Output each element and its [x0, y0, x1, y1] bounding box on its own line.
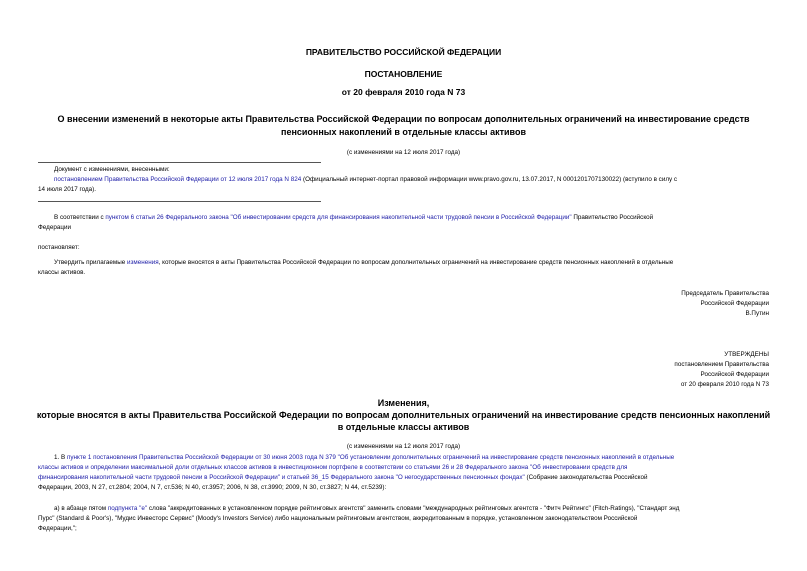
approved-by: постановлением Правительства [674, 361, 769, 368]
item-a-end: слова "аккредитованных в установленном порядке рейтинговых агентств" заменить словами "международных рейтинговых агентств - "Фитч Рейтингс" (Fitch-Ratings), "Стандарт энд [147, 505, 680, 512]
revision-note: (с изменениями на 12 июля 2017 года) [346, 149, 461, 156]
divider-top [38, 162, 321, 163]
approve-line2: классы активов. [38, 269, 86, 276]
preamble-line1 [54, 213, 653, 223]
item-a-start: а) в абзаце пятом [54, 505, 108, 512]
law-article-link[interactable]: пунктом 6 статьи 26 Федерального закона "Об инвестировании средств для финансирования накопительной части трудовой пенсии в Российской Федерации" [105, 214, 572, 221]
signature-name: В.Путин [745, 310, 769, 317]
annex-revision-note: (с изменениями на 12 июля 2017 года) [346, 443, 461, 450]
item-a-line3: Федерации,"; [38, 525, 77, 532]
approved-country: Российской Федерации [700, 371, 769, 378]
annex-title-line2: которые вносятся в акты Правительства Российской Федерации по вопросам дополнительных ограничений на инвестирование средств пенсионных накоплений [36, 410, 771, 420]
doc-type-heading: ПОСТАНОВЛЕНИЕ [364, 69, 443, 79]
annex-title-line1: Изменения, [377, 398, 430, 408]
item-a-line1 [54, 504, 679, 514]
approved-date: от 20 февраля 2010 года N 73 [680, 381, 769, 388]
document-title-line1: О внесении изменений в некоторые акты Правительства Российской Федерации по вопросам дополнительных ограничений на инвестирование средств [57, 114, 750, 124]
amending-decree-link[interactable]: постановлением Правительства Российской Федерации от 12 июля 2017 года N 824 [54, 176, 302, 183]
government-heading: ПРАВИТЕЛЬСТВО РОССИЙСКОЙ ФЕДЕРАЦИИ [305, 47, 502, 57]
preamble-end: Правительство Российской [571, 214, 654, 221]
subparagraph-e-link[interactable]: подпункта "e" [107, 505, 148, 512]
annex-title-line3: в отдельные классы активов [337, 422, 470, 432]
changes-line [54, 175, 769, 185]
decree-379-link-cont[interactable]: классы активов и определении максимальной доли отдельных классов активов в инвестиционном портфеле в соответствии со статьями 26 и 28 Федерального закона "Об инвестировании средств для [38, 464, 628, 471]
item1-line4: Федерации, 2003, N 27, ст.2804; 2004, N 7, ст.536; N 40, ст.3957; 2006, N 38, ст.3990; 2009, N 30, ст.3827; N 44, ст.5239): [38, 484, 387, 491]
approve-start: Утвердить прилагаемые [54, 259, 127, 266]
document-title-line2: пенсионных накоплений в отдельные классы активов [281, 127, 526, 137]
item1-end: (Собрание законодательства Российской [524, 474, 648, 481]
item1-line3 [38, 473, 647, 483]
approve-line1 [54, 258, 673, 268]
decree-379-link[interactable]: пункте 1 постановления Правительства Российской Федерации от 30 июня 2003 года N 379 "Об установлении дополнительных ограничений на инвестирование средств пенсионных накоплений в отдельные [66, 454, 675, 461]
resolves-text: постановляет: [38, 244, 80, 251]
approved-stamp: УТВЕРЖДЕНЫ [724, 351, 769, 358]
item1-start: 1. В [54, 454, 67, 461]
item1-line2 [38, 463, 627, 473]
preamble-start: В соответствии с [54, 214, 106, 221]
changes-intro: Документ с изменениями, внесенными: [54, 166, 170, 173]
signature-title: Председатель Правительства [681, 290, 769, 297]
preamble-line2: Федерации [38, 224, 71, 231]
date-number-heading: от 20 февраля 2010 года N 73 [341, 87, 466, 97]
item1-line1 [54, 453, 674, 463]
item-a-line2: Пурс" (Standard & Poor's), "Мудис Инвесторс Сервис" (Moody's Investors Service) либо национальным рейтинговым агентством, аккредитованным в порядке, установленном законодательством Российской [38, 515, 638, 522]
changes-link[interactable]: изменения [127, 259, 159, 266]
changes-line2: 14 июля 2017 года). [38, 186, 96, 193]
divider-bottom [38, 201, 321, 202]
signature-country: Российской Федерации [700, 300, 769, 307]
changes-rest: (Официальный интернет-портал правовой информации www.pravo.gov.ru, 13.07.2017, N 0001201707130022) (вступило в силу с [301, 176, 678, 183]
approve-end: , которые вносятся в акты Правительства Российской Федерации по вопросам дополнительных ограничений на инвестирование средств пенсионных накоплений в отдельные [158, 259, 674, 266]
decree-379-link-cont2[interactable]: финансирования накопительной части трудовой пенсии в Российской Федерации" и статьей 36_15 Федерального закона "О негосударственных пенсионных фондах" [38, 474, 525, 481]
